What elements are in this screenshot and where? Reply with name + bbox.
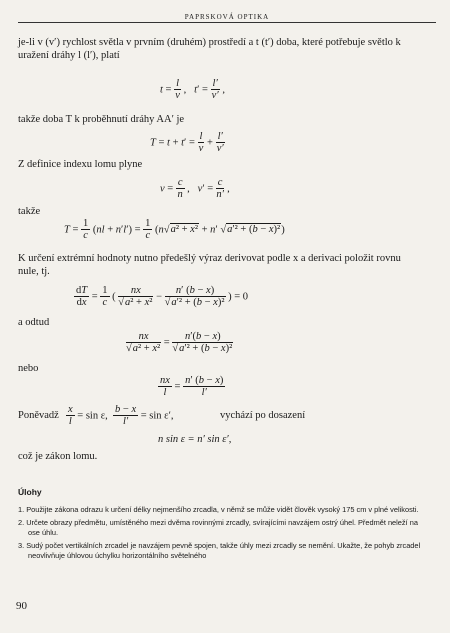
running-title: PAPRSKOVÁ OPTIKA (184, 13, 270, 21)
tasks-section (18, 487, 428, 564)
paragraph-5-wrap (18, 252, 418, 282)
equation-4-text: T = $\frac{1}{c}$ (nl + n′l′) = $\frac{1}{c}$ (n√a² + x² + n′ √a′² + (b − x)²) (64, 218, 285, 241)
paragraph-2-wrap (18, 113, 418, 130)
paragraph-7: nebo (18, 363, 39, 374)
running-header (18, 6, 436, 23)
page-body (18, 36, 418, 66)
page-number: 90 (16, 600, 27, 612)
equation-5-text: $\frac{dT}{dx}$ = $\frac{1}{c}$ ( $\frac{nx}{\text{√a² + x²}}$ − $\frac{n' (b - x)}{\text{√a′² + (b − x)²}}$ ) = 0 (76, 285, 249, 308)
task-item-2: 2. Určete obrazy předmětu, umístěného mezi dvěma rovinnými zrcadly, svírajícími navzájem ostrý úhel. Předmět neleží na ose úhlu. (18, 518, 418, 537)
task-item-3: 3. Sudý počet vertikálních zrcadel je navzájem pevně spojen, takže úhly mezi zrcadly se nemění. Ukažte, že pohyb zrcadel neovlivňuje úhlovou úchylku horizontálního světelného (18, 541, 421, 560)
paragraph-9-wrap (18, 450, 418, 467)
tasks-title: Úlohy (18, 487, 42, 497)
paragraph-8a: Poněvadž (18, 410, 59, 421)
paragraph-3: Z definice indexu lomu plyne (18, 159, 143, 170)
paragraph-3-wrap (18, 158, 418, 175)
paragraph-1: je-li v (v′) rychlost světla v prvním (druhém) prostředí a t (t′) doba, které potřebuje světlo k uražení dráhy l (l′), platí (18, 37, 401, 61)
equation-7-text: $\frac{nx}{l}$ = $\frac{n' (b - x)}{l'}$ (160, 375, 224, 398)
equation-3-text: v = $\frac{c}{n}$ , v′ = $\frac{c}{n'}$ , (160, 177, 230, 200)
task-item-1: 1. Použijte zákona odrazu k určení délky nejmenšího zrcadla, v němž se může vidět člověk vysoký 175 cm v plné velikosti. (18, 505, 419, 514)
paragraph-8b: vychází po dosazení (220, 410, 306, 421)
equation-1-text: t = $\frac{l}{v}$ , t′ = $\frac{l'}{v'}$ , (160, 78, 225, 101)
paragraph-6: a odtud (18, 317, 50, 328)
equation-8-text: $\frac{x}{l}$ = sin ε, $\frac{b - x}{l'}$ = sin ε′, (68, 404, 174, 427)
paragraph-2: takže doba T k proběhnutí dráhy AA′ je (18, 114, 185, 125)
equation-2-text: T = t + t′ = $\frac{l}{v}$ + $\frac{l'}{v'}$ (150, 131, 224, 154)
paragraph-5: K určení extrémní hodnoty nutno předešlý výraz derivovat podle x a derivaci položit rovnu nule, tj. (18, 253, 401, 277)
equation-6-text: $\frac{nx}{\text{√a² + x²}}$ = $\frac{n'(b - x)}{\text{√a′² + (b − x)²}}$ (126, 331, 233, 354)
equation-9-text: n sin ε = n′ sin ε′, (158, 434, 232, 445)
paragraph-4: takže (18, 206, 41, 217)
paragraph-9: což je zákon lomu. (18, 451, 98, 462)
